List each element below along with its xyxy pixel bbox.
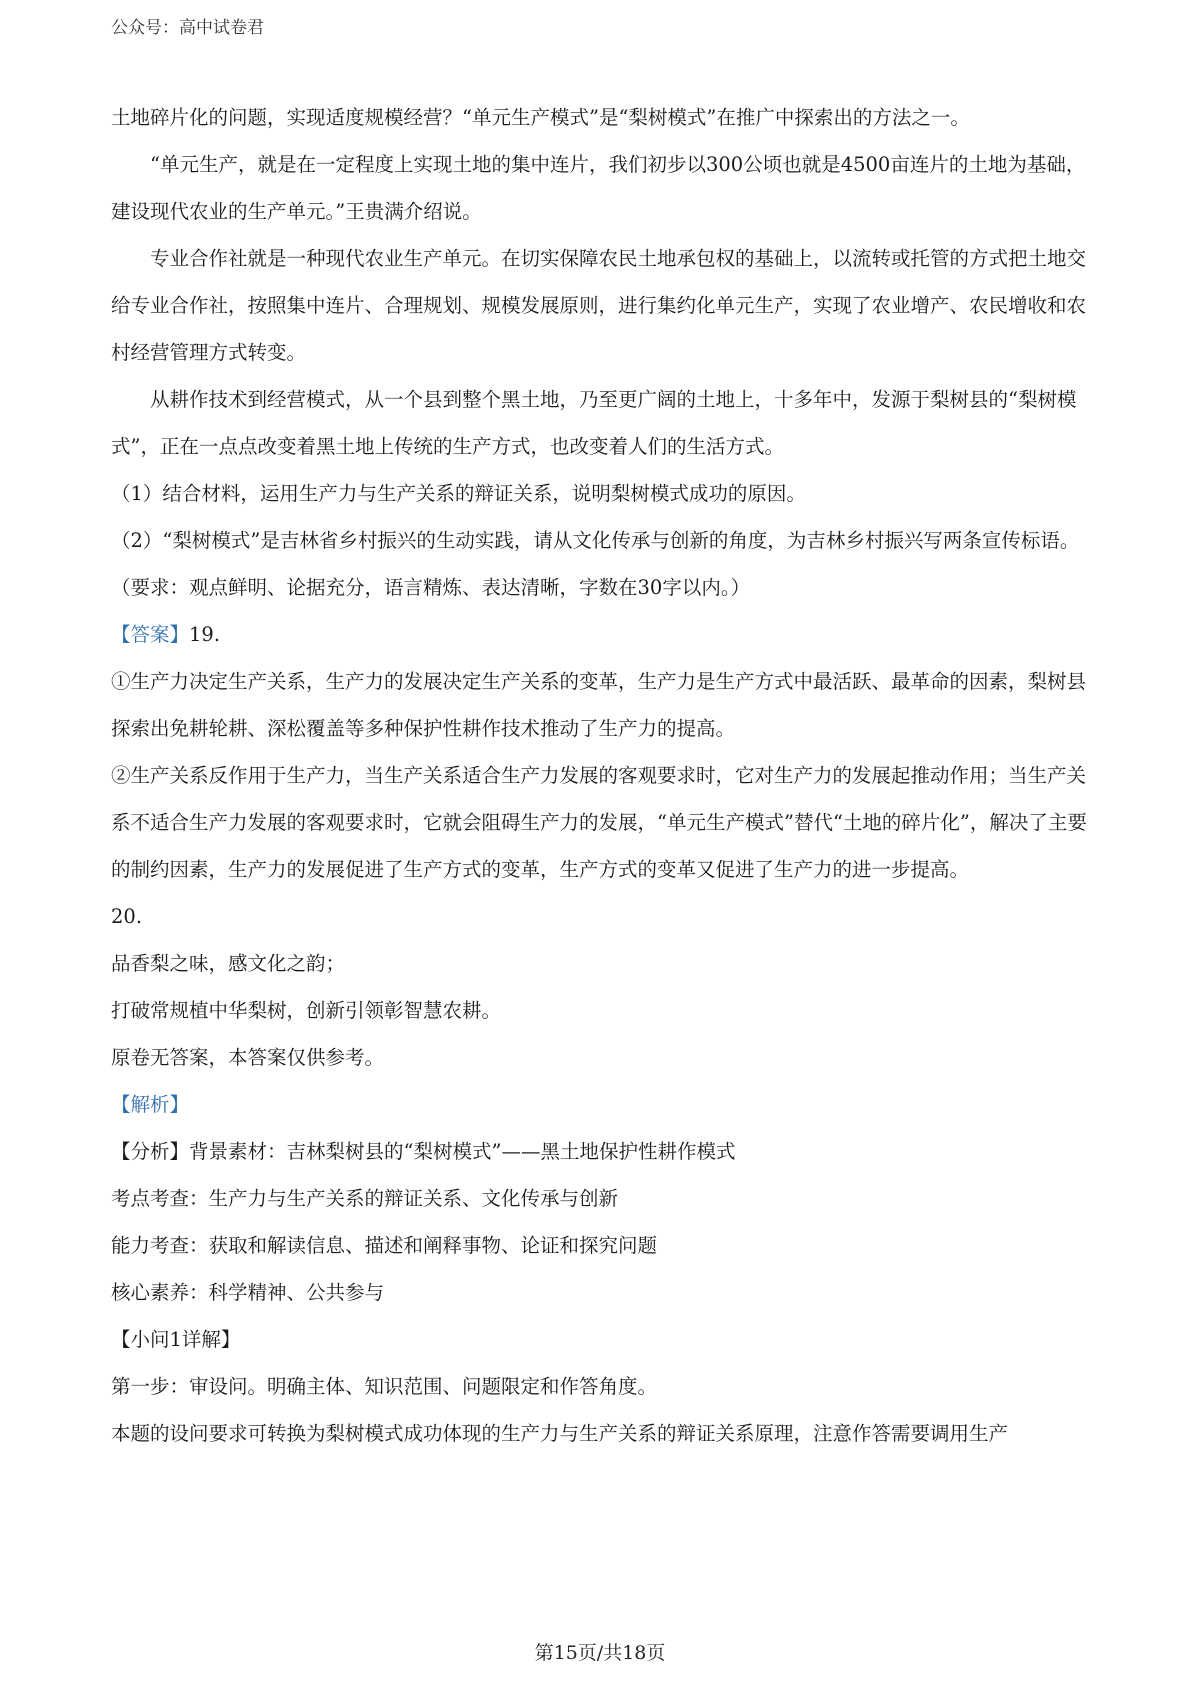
answer-20-slogan-1: 品香梨之味，感文化之韵； (111, 952, 346, 975)
question-requirement: （要求：观点鲜明、论据充分，语言精炼、表达清晰，字数在30字以内。） (111, 576, 751, 599)
step-1: 第一步：审设问。明确主体、知识范围、问题限定和作答角度。 (111, 1375, 658, 1398)
sub-question-1-heading: 【小问1详解】 (111, 1328, 241, 1351)
answer-19-point-1: ①生产力决定生产关系，生产力的发展决定生产关系的变革，生产力是生产方式中最活跃、最革命的因素，梨树县探索出免耕轮耕、深松覆盖等多种保护性耕作技术推动了生产力的提高。 (111, 670, 1087, 740)
material-paragraph-1: 土地碎片化的问题，实现适度规模经营？“单元生产模式”是“梨树模式”在推广中探索出的方法之一。 (111, 106, 970, 129)
material-paragraph-4: 从耕作技术到经营模式，从一个县到整个黑土地，乃至更广阔的土地上，十多年中，发源于梨树县的“梨树模式”，正在一点点改变着黑土地上传统的生产方式，也改变着人们的生活方式。 (111, 388, 1077, 458)
material-paragraph-3: 专业合作社就是一种现代农业生产单元。在切实保障农民土地承包权的基础上，以流转或托管的方式把土地交给专业合作社，按照集中连片、合理规划、规模发展原则，进行集约化单元生产，实现了农业增产、农民增收和农村经营管理方式转变。 (111, 247, 1087, 364)
answer-19-point-2: ②生产关系反作用于生产力，当生产关系适合生产力发展的客观要求时，它对生产力的发展起推动作用；当生产关系不适合生产力发展的客观要求时，它就会阻碍生产力的发展，“单元生产模式”替代“土地的碎片化”，解决了主要的制约因素，生产力的发展促进了生产方式的变革，生产方式的变革又促进了生产力的进一步提高。 (111, 764, 1087, 881)
step-1-text: 本题的设问要求可转换为梨树模式成功体现的生产力与生产关系的辩证关系原理，注意作答需要调用生产 (111, 1422, 1009, 1445)
answer-20-slogan-2: 打破常规植中华梨树，创新引领彰智慧农耕。 (111, 999, 502, 1022)
analysis-points: 考点考查：生产力与生产关系的辩证关系、文化传承与创新 (111, 1187, 619, 1210)
material-paragraph-2: “单元生产，就是在一定程度上实现土地的集中连片，我们初步以300公顷也就是4500亩连片的土地为基础，建设现代农业的生产单元。”王贵满介绍说。 (111, 153, 1086, 223)
analysis-literacy: 核心素养：科学精神、公共参与 (111, 1281, 385, 1304)
source-note: 公众号：高中试卷君 (111, 18, 264, 38)
page-number: 第15页/共18页 (534, 1642, 666, 1664)
answer-number-20: 20. (111, 905, 143, 928)
page-content (111, 94, 1103, 1457)
answer-number-19: 19. (189, 623, 221, 646)
answer-20-note: 原卷无答案，本答案仅供参考。 (111, 1046, 385, 1069)
analysis-header (111, 1081, 1103, 1128)
question-2: （2）“梨树模式”是吉林省乡村振兴的生动实践，请从文化传承与创新的角度，为吉林乡村振兴写两条宣传标语。 (111, 529, 1080, 552)
answer-tag: 【答案】 (111, 623, 190, 646)
answer-header (111, 611, 1103, 658)
analysis-ability: 能力考查：获取和解读信息、描述和阐释事物、论证和探究问题 (111, 1234, 658, 1257)
analysis-tag: 【解析】 (111, 1093, 190, 1116)
question-1: （1）结合材料，运用生产力与生产关系的辩证关系，说明梨树模式成功的原因。 (111, 482, 806, 505)
analysis-background: 【分析】背景素材：吉林梨树县的“梨树模式”——黑土地保护性耕作模式 (111, 1140, 736, 1163)
